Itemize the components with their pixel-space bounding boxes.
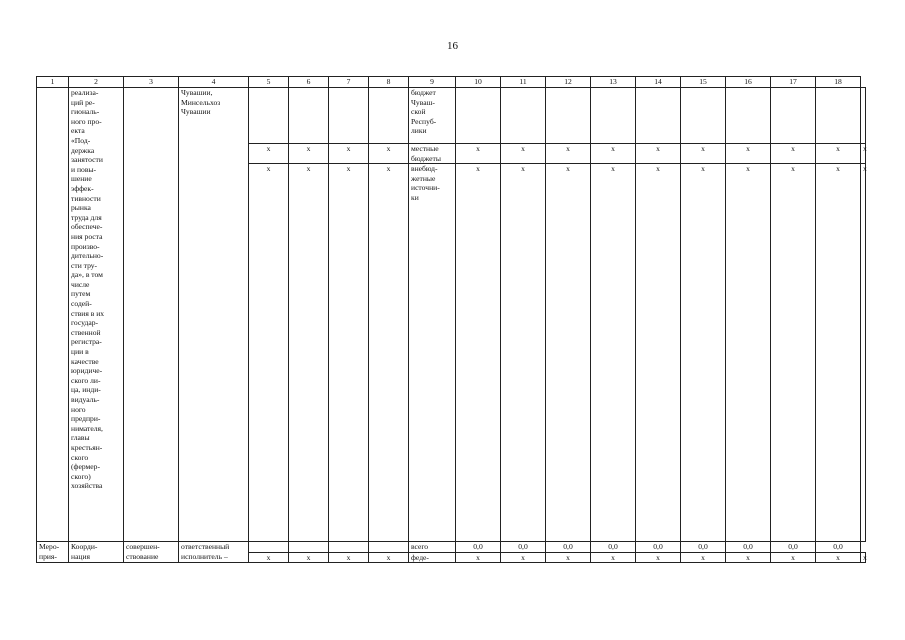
value-cell: x <box>456 144 501 164</box>
value-cell <box>329 542 369 553</box>
description-line: хозяйства <box>71 481 103 491</box>
funding-source-line: бюджет <box>411 88 436 97</box>
value-cell <box>289 542 329 553</box>
source-row <box>37 88 866 144</box>
description-line: ца, инди- <box>71 385 101 395</box>
description-line: екта <box>71 126 85 136</box>
value-cell: x <box>249 552 289 563</box>
cell-col4-executor <box>179 88 249 542</box>
description-line: сти тру- <box>71 260 98 270</box>
value-cell <box>501 88 546 144</box>
description-line: качестве <box>71 356 99 366</box>
funding-source-cell: феде- <box>409 552 456 563</box>
value-cell: x <box>726 552 771 563</box>
funding-source-line: местные <box>411 144 439 153</box>
header-cell-9: 9 <box>409 77 456 88</box>
value-cell <box>861 88 866 144</box>
funding-source-line: Чуваш- <box>411 97 435 107</box>
value-cell: 0,0 <box>726 542 771 553</box>
value-cell: 0,0 <box>636 542 681 553</box>
cell-col2-description <box>69 88 124 542</box>
activity-executor: исполнитель – <box>179 552 249 563</box>
description-line: шение <box>71 174 92 184</box>
description-line: ского <box>71 452 89 462</box>
header-cell-4: 4 <box>179 77 249 88</box>
value-cell: x <box>591 552 636 563</box>
value-cell <box>329 88 369 144</box>
description-line: крестьян- <box>71 442 103 452</box>
description-line: «Под- <box>71 135 91 145</box>
value-cell <box>249 542 289 553</box>
header-cell-2: 2 <box>69 77 124 88</box>
value-cell: x <box>329 144 369 164</box>
value-cell: 0,0 <box>546 542 591 553</box>
value-cell: x <box>861 144 866 164</box>
description-line: предпри- <box>71 414 101 424</box>
value-cell <box>289 88 329 144</box>
value-cell: x <box>329 164 369 542</box>
funding-source-line: бюджеты <box>411 153 441 163</box>
value-cell: x <box>369 164 409 542</box>
value-cell <box>726 88 771 144</box>
header-cell-15: 15 <box>681 77 726 88</box>
description-line: и повы- <box>71 164 97 174</box>
value-cell: 0,0 <box>816 542 861 553</box>
funding-source-line: ской <box>411 107 426 117</box>
value-cell <box>249 88 289 144</box>
header-cell-18: 18 <box>816 77 861 88</box>
value-cell: x <box>501 552 546 563</box>
description-line: произво- <box>71 241 100 251</box>
value-cell: x <box>816 164 861 542</box>
value-cell: x <box>771 144 816 164</box>
value-cell: x <box>329 552 369 563</box>
header-cell-10: 10 <box>456 77 501 88</box>
activity-goal: ствование <box>124 552 179 563</box>
value-cell <box>369 88 409 144</box>
cell-col1 <box>37 88 69 542</box>
activity-label: прия- <box>37 552 69 563</box>
value-cell: x <box>636 164 681 542</box>
description-line: ния роста <box>71 231 103 241</box>
value-cell: x <box>861 552 866 563</box>
description-line: эффек- <box>71 183 94 193</box>
value-cell: x <box>369 144 409 164</box>
funding-source-cell <box>409 144 456 164</box>
value-cell: x <box>861 164 866 542</box>
value-cell <box>369 542 409 553</box>
description-line: держка <box>71 145 95 155</box>
description-line: ного про- <box>71 116 102 126</box>
description-line: государ- <box>71 318 99 328</box>
executor-line: Чувашии, <box>181 88 213 97</box>
activity-executor: ответственный <box>179 542 249 553</box>
value-cell <box>816 88 861 144</box>
funding-source-line: источни- <box>411 183 440 193</box>
value-cell: x <box>289 552 329 563</box>
value-cell: 0,0 <box>501 542 546 553</box>
value-cell: x <box>591 144 636 164</box>
description-line: видуаль- <box>71 395 100 404</box>
header-cell-3: 3 <box>124 77 179 88</box>
description-line: нимателя, <box>71 423 103 433</box>
value-cell: x <box>249 164 289 542</box>
value-cell <box>546 88 591 144</box>
value-cell: x <box>771 552 816 563</box>
header-cell-8: 8 <box>369 77 409 88</box>
description-line: рынка <box>71 203 91 213</box>
description-line: реализа- <box>71 88 99 97</box>
funding-source-cell <box>409 164 456 542</box>
value-cell: x <box>456 164 501 542</box>
funding-source-line: лики <box>411 126 427 136</box>
header-cell-12: 12 <box>546 77 591 88</box>
value-cell: 0,0 <box>681 542 726 553</box>
description-line: занятости <box>71 155 103 165</box>
description-line: дительно- <box>71 251 104 261</box>
value-cell: x <box>771 164 816 542</box>
activity-label: Меро- <box>37 542 69 553</box>
description-line: ствия в их <box>71 308 105 318</box>
description-line: тивности <box>71 193 101 203</box>
funding-source-line: жетные <box>411 173 436 183</box>
value-cell: x <box>816 144 861 164</box>
description-line: гиональ- <box>71 107 100 117</box>
next-activity-row <box>37 542 866 553</box>
value-cell <box>636 88 681 144</box>
description-line: да», в том <box>71 270 103 280</box>
value-cell: x <box>726 164 771 542</box>
header-cell-6: 6 <box>289 77 329 88</box>
description-line: ского) <box>71 471 91 481</box>
activity-name: нация <box>69 552 124 563</box>
description-line: главы <box>71 433 90 443</box>
description-line: ственной <box>71 327 101 337</box>
funding-source-line: ки <box>411 192 419 202</box>
next-activity-row-2 <box>37 552 866 563</box>
header-cell-14: 14 <box>636 77 681 88</box>
header-cell-1: 1 <box>37 77 69 88</box>
activity-name: Коорди- <box>69 542 124 553</box>
executor-line: Чувашии <box>181 107 211 117</box>
header-cell-16: 16 <box>726 77 771 88</box>
value-cell: x <box>501 144 546 164</box>
value-cell <box>456 88 501 144</box>
value-cell: x <box>249 144 289 164</box>
description-line: ции в <box>71 347 89 357</box>
value-cell: x <box>369 552 409 563</box>
funding-source-line: внебюд- <box>411 164 438 174</box>
header-cell-17: 17 <box>771 77 816 88</box>
header-row <box>37 77 866 88</box>
description-line: (фермер- <box>71 462 101 472</box>
budget-table <box>36 76 866 563</box>
value-cell: x <box>546 144 591 164</box>
value-cell: x <box>289 164 329 542</box>
value-cell: x <box>726 144 771 164</box>
value-cell <box>681 88 726 144</box>
value-cell: x <box>636 144 681 164</box>
value-cell: x <box>501 164 546 542</box>
header-cell-13: 13 <box>591 77 636 88</box>
cell-col3 <box>124 88 179 542</box>
activity-goal: совершен- <box>124 542 179 553</box>
page-number: 16 <box>447 40 458 52</box>
value-cell: x <box>289 144 329 164</box>
value-cell <box>591 88 636 144</box>
description-line: числе <box>71 279 90 289</box>
value-cell: x <box>456 552 501 563</box>
description-line: путем <box>71 289 91 299</box>
header-cell-7: 7 <box>329 77 369 88</box>
description-line: ций ре- <box>71 97 95 107</box>
value-cell: x <box>546 164 591 542</box>
value-cell: 0,0 <box>771 542 816 553</box>
description-line: труда для <box>71 212 102 222</box>
funding-source-cell <box>409 88 456 144</box>
description-line: содей- <box>71 299 92 309</box>
description-line: юридиче- <box>71 366 103 376</box>
value-cell: x <box>681 144 726 164</box>
value-cell: 0,0 <box>456 542 501 553</box>
value-cell: x <box>816 552 861 563</box>
value-cell: x <box>546 552 591 563</box>
value-cell: x <box>681 552 726 563</box>
description-line: регистра- <box>71 337 102 347</box>
description-line: обеспече- <box>71 222 103 232</box>
header-cell-5: 5 <box>249 77 289 88</box>
header-cell-11: 11 <box>501 77 546 88</box>
funding-source-line: Респуб- <box>411 116 437 126</box>
value-cell <box>771 88 816 144</box>
executor-line: Минсельхоз <box>181 97 221 107</box>
description-line: ского ли- <box>71 375 101 385</box>
value-cell: 0,0 <box>591 542 636 553</box>
value-cell: x <box>591 164 636 542</box>
value-cell: x <box>681 164 726 542</box>
value-cell: x <box>636 552 681 563</box>
funding-source-cell: всего <box>409 542 456 553</box>
description-line: ного <box>71 404 86 414</box>
